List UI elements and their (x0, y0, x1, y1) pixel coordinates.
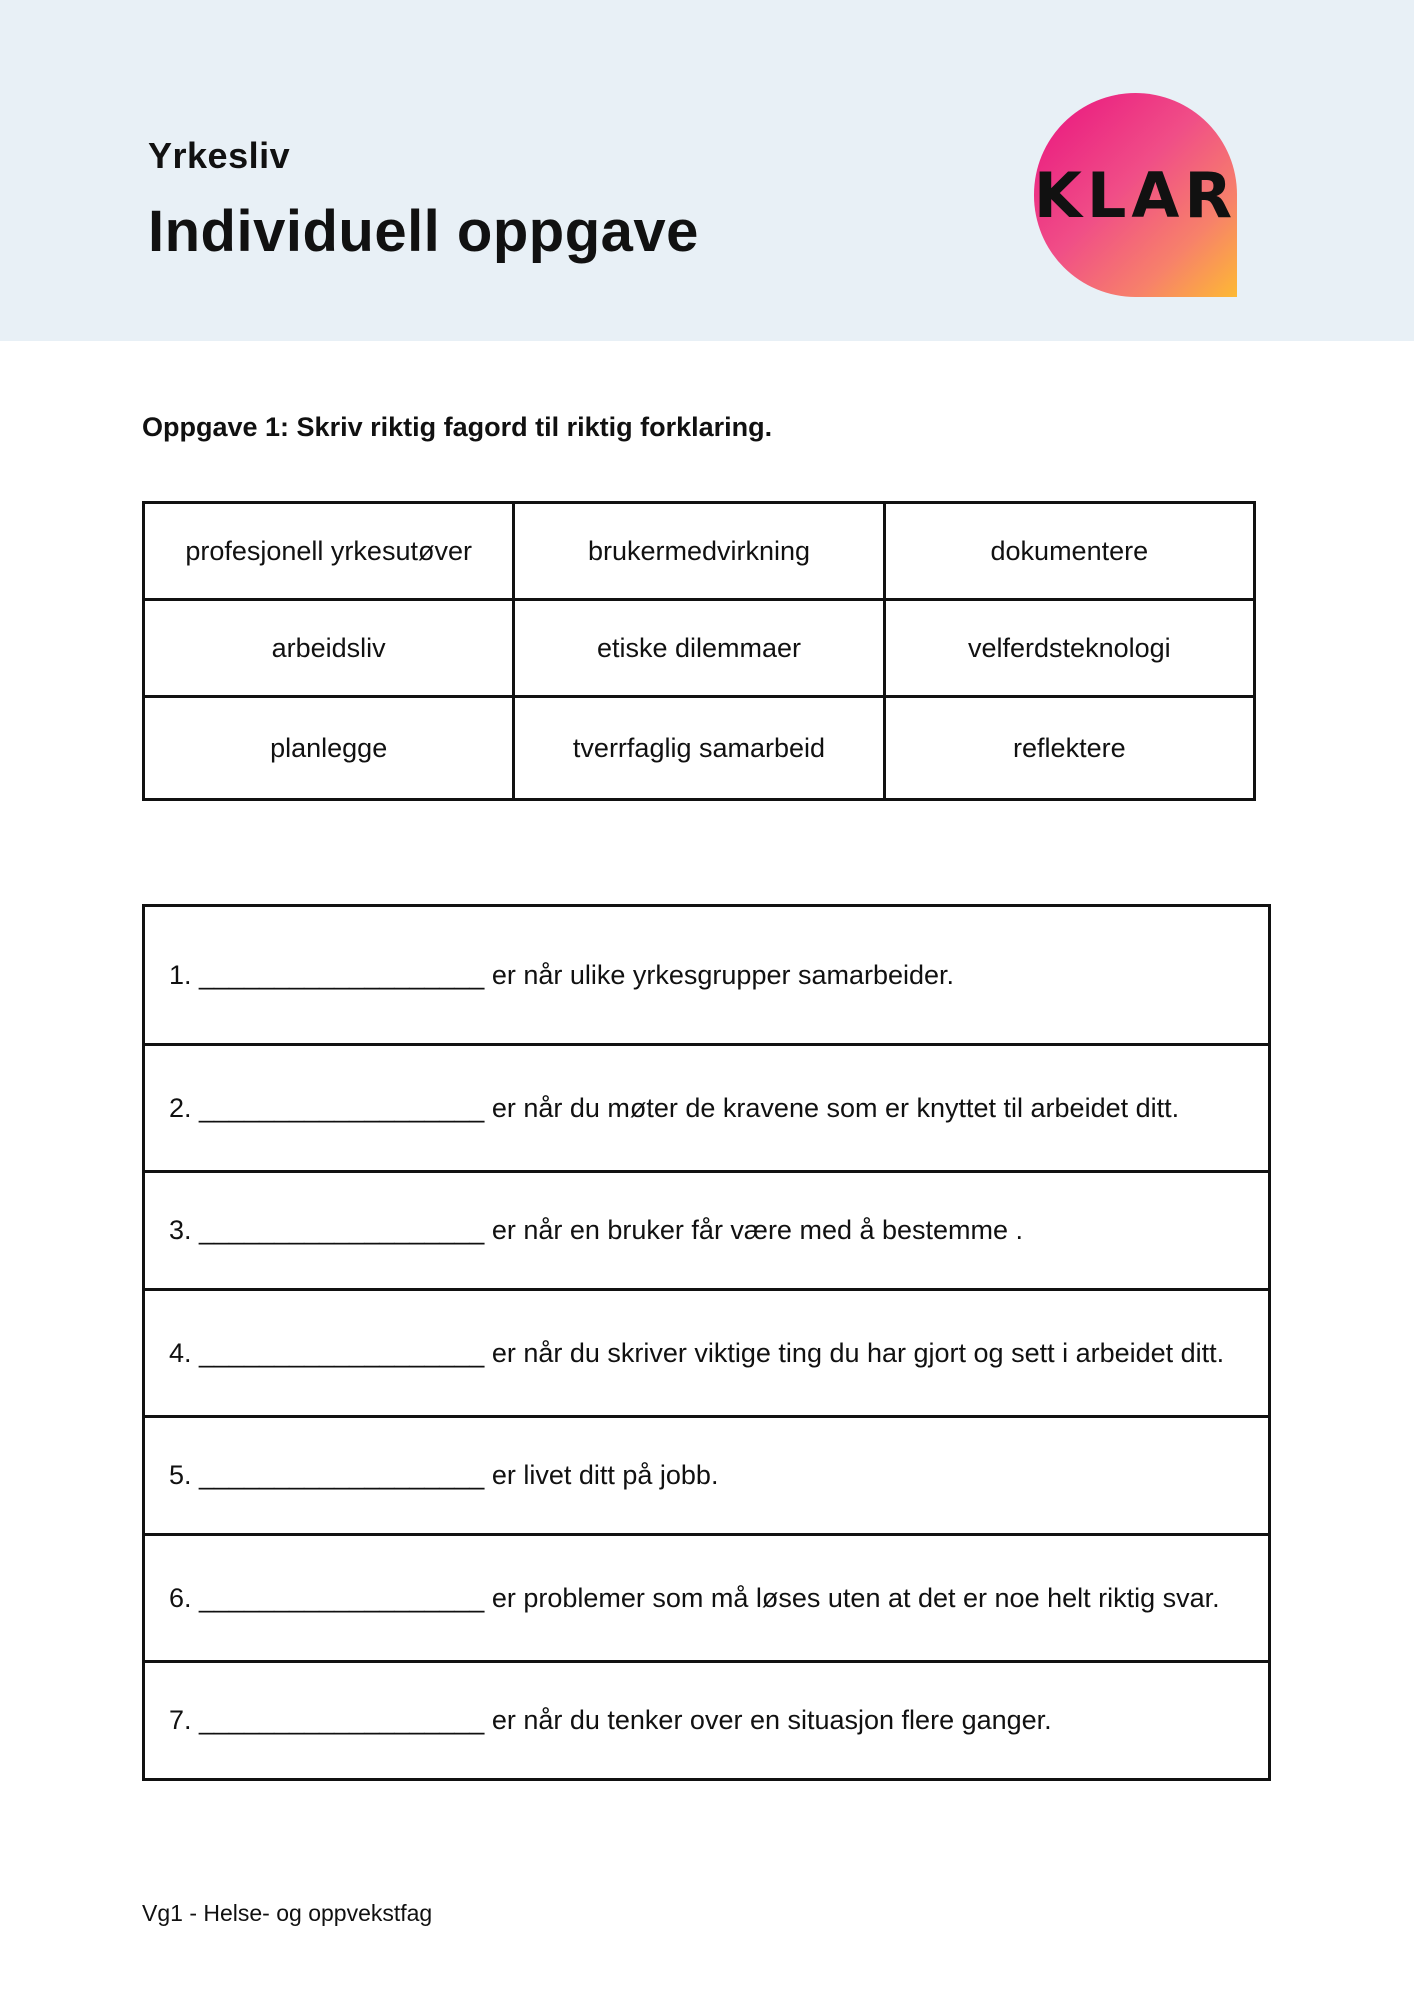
word-cell: velferdsteknologi (884, 600, 1254, 697)
word-cell: profesjonell yrkesutøver (144, 503, 514, 600)
word-bank-row (144, 503, 1255, 600)
klar-logo (1034, 93, 1237, 297)
sentence-text: 3. ___________________ er når en bruker får være med å bestemme . (169, 1215, 1024, 1245)
sentence-text: 6. ___________________ er problemer som må løses uten at det er noe helt riktig svar. (169, 1582, 1220, 1613)
word-bank-table (142, 501, 1256, 801)
word-bank-row (144, 697, 1255, 800)
sentence-text: 4. ___________________ er når du skriver viktige ting du har gjort og sett i arbeidet ditt. (169, 1337, 1225, 1368)
sentence-row (145, 1043, 1268, 1170)
word-cell: dokumentere (884, 503, 1254, 600)
word-cell: etiske dilemmaer (514, 600, 884, 697)
sentence-row (145, 907, 1268, 1043)
word-cell: reflektere (884, 697, 1254, 800)
word-cell: planlegge (144, 697, 514, 800)
sentence-row (145, 1288, 1268, 1415)
sentence-row (145, 1170, 1268, 1288)
task-heading: Oppgave 1: Skriv riktig fagord til riktig forklaring. (142, 412, 773, 442)
footer-text: Vg1 - Helse- og oppvekstfag (142, 1900, 433, 1926)
logo-text: KLAR (1033, 158, 1238, 232)
sentence-text: 7. ___________________ er når du tenker over en situasjon flere ganger. (169, 1705, 1052, 1735)
word-cell: brukermedvirkning (514, 503, 884, 600)
word-cell: arbeidsliv (144, 600, 514, 697)
sentence-text: 5. ___________________ er livet ditt på jobb. (169, 1460, 719, 1490)
sentence-row (145, 1533, 1268, 1660)
sentence-text: 2. ___________________ er når du møter de kravene som er knyttet til arbeidet ditt. (169, 1092, 1180, 1123)
sentence-text: 1. ___________________ er når ulike yrkesgrupper samarbeider. (169, 959, 955, 990)
header-banner (0, 0, 1414, 341)
subject-label: Yrkesliv (148, 135, 291, 176)
sentence-row (145, 1660, 1268, 1778)
word-bank-row (144, 600, 1255, 697)
word-cell: tverrfaglig samarbeid (514, 697, 884, 800)
page-title: Individuell oppgave (148, 199, 699, 264)
sentence-table (142, 904, 1271, 1781)
sentence-row (145, 1415, 1268, 1533)
